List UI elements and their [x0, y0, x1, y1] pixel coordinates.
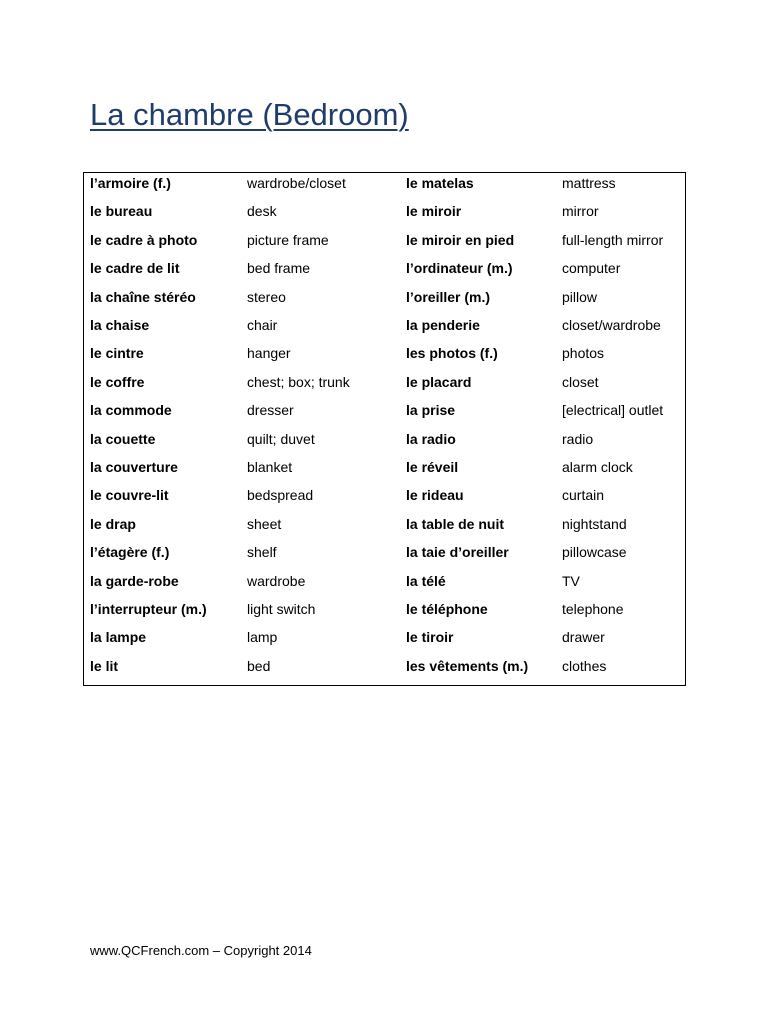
table-row: [84, 514, 685, 542]
vocabulary-table: [83, 172, 686, 686]
english-meaning: mattress: [562, 175, 616, 191]
french-term: le placard: [406, 373, 472, 390]
table-row: [84, 287, 685, 315]
english-meaning: lamp: [247, 629, 278, 646]
english-meaning: stereo: [247, 288, 286, 305]
table-row: [84, 173, 685, 201]
french-term: la couverture: [90, 459, 178, 475]
table-row: [84, 372, 685, 400]
table-row: [84, 599, 685, 627]
french-term: la télé: [406, 572, 446, 589]
french-term: la couette: [90, 430, 156, 447]
english-meaning: bedspread: [247, 487, 314, 504]
table-row: [84, 201, 685, 229]
english-meaning: drawer: [562, 629, 605, 646]
english-meaning: bed: [247, 657, 271, 674]
french-term: le miroir: [406, 203, 462, 220]
english-meaning: computer: [562, 260, 621, 277]
english-meaning: quilt; duvet: [247, 430, 315, 447]
page-title: La chambre (Bedroom): [90, 97, 409, 132]
english-meaning: photos: [562, 345, 605, 362]
french-term: l’étagère (f.): [90, 544, 170, 561]
english-meaning: clothes: [562, 657, 607, 674]
english-meaning: pillowcase: [562, 544, 627, 561]
french-term: l’oreiller (m.): [406, 288, 491, 305]
table-row: [84, 457, 685, 485]
french-term: le téléphone: [406, 601, 488, 617]
english-meaning: full-length mirror: [562, 231, 664, 248]
french-term: le tiroir: [406, 629, 454, 646]
french-term: la penderie: [406, 317, 480, 333]
french-term: le couvre-lit: [90, 487, 169, 504]
french-term: la table de nuit: [406, 515, 505, 532]
table-row: [84, 656, 685, 684]
french-term: le coffre: [90, 373, 145, 390]
french-term: l’armoire (f.): [90, 175, 171, 191]
english-meaning: blanket: [247, 459, 293, 475]
english-meaning: dresser: [247, 402, 294, 419]
table-row: [84, 258, 685, 286]
table-row: [84, 343, 685, 371]
table-row: [84, 400, 685, 428]
english-meaning: closet/wardrobe: [562, 317, 661, 333]
english-meaning: chair: [247, 317, 278, 333]
table-row: [84, 627, 685, 655]
english-meaning: [electrical] outlet: [562, 402, 664, 419]
french-term: le drap: [90, 515, 136, 532]
french-term: le miroir en pied: [406, 231, 515, 248]
table-row: [84, 315, 685, 343]
english-meaning: picture frame: [247, 231, 329, 248]
french-term: la radio: [406, 430, 456, 447]
french-term: la prise: [406, 402, 456, 419]
english-meaning: mirror: [562, 203, 599, 220]
french-term: les photos (f.): [406, 345, 498, 362]
english-meaning: chest; box; trunk: [247, 373, 350, 390]
french-term: le bureau: [90, 203, 153, 220]
french-term: les vêtements (m.): [406, 657, 529, 674]
french-term: le réveil: [406, 459, 459, 475]
english-meaning: shelf: [247, 544, 277, 561]
french-term: la commode: [90, 402, 172, 419]
english-meaning: alarm clock: [562, 459, 633, 475]
french-term: le cintre: [90, 345, 144, 362]
french-term: la chaise: [90, 317, 150, 333]
english-meaning: hanger: [247, 345, 291, 362]
english-meaning: wardrobe/closet: [247, 175, 346, 191]
english-meaning: TV: [562, 572, 580, 589]
english-meaning: telephone: [562, 601, 624, 617]
table-row: [84, 485, 685, 513]
english-meaning: desk: [247, 203, 277, 220]
footer-copyright: www.QCFrench.com – Copyright 2014: [90, 943, 312, 958]
english-meaning: bed frame: [247, 260, 311, 277]
table-row: [84, 429, 685, 457]
table-row: [84, 571, 685, 599]
english-meaning: curtain: [562, 487, 605, 504]
english-meaning: sheet: [247, 515, 282, 532]
french-term: le rideau: [406, 487, 464, 504]
english-meaning: nightstand: [562, 515, 627, 532]
english-meaning: light switch: [247, 601, 316, 617]
french-term: l’ordinateur (m.): [406, 260, 513, 277]
english-meaning: closet: [562, 373, 599, 390]
table-row: [84, 542, 685, 570]
french-term: le lit: [90, 657, 119, 674]
english-meaning: wardrobe: [247, 572, 306, 589]
french-term: le cadre à photo: [90, 231, 198, 248]
english-meaning: radio: [562, 430, 594, 447]
french-term: la taie d’oreiller: [406, 544, 509, 561]
french-term: la chaîne stéréo: [90, 288, 196, 305]
french-term: le cadre de lit: [90, 260, 180, 277]
french-term: la garde-robe: [90, 572, 179, 589]
english-meaning: pillow: [562, 288, 598, 305]
french-term: le matelas: [406, 175, 474, 191]
french-term: la lampe: [90, 629, 147, 646]
table-row: [84, 230, 685, 258]
french-term: l’interrupteur (m.): [90, 601, 207, 617]
